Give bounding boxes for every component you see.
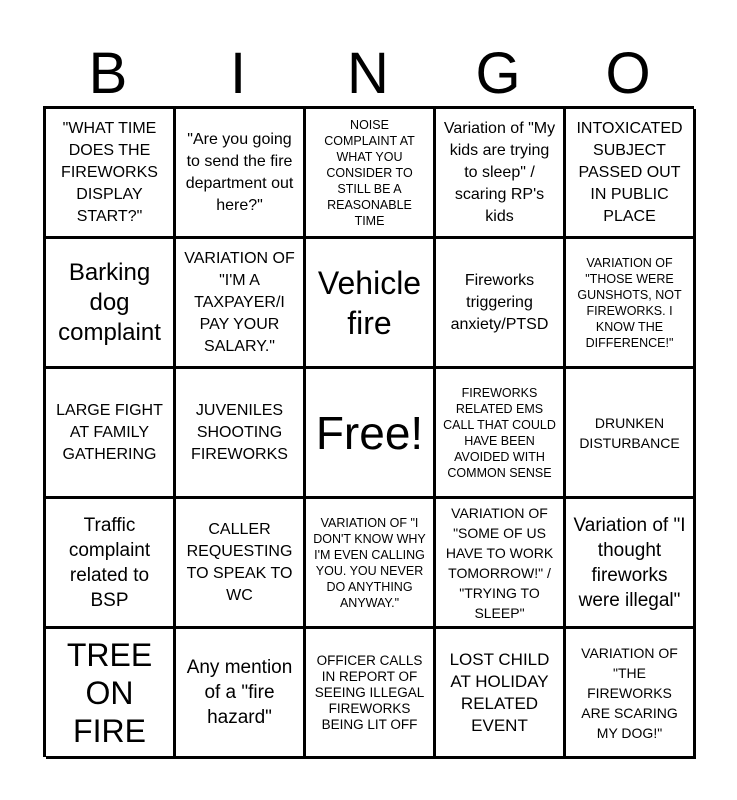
bingo-cell[interactable] (306, 629, 436, 759)
bingo-cell[interactable] (306, 239, 436, 369)
cell-text: Variation of "I thought fireworks were illegal" (573, 514, 686, 611)
bingo-cell[interactable] (436, 629, 566, 759)
bingo-cell[interactable] (566, 109, 696, 239)
cell-text: DRUNKEN DISTURBANCE (579, 414, 680, 451)
cell-text: "WHAT TIME DOES THE FIREWORKS DISPLAY START?" (61, 119, 158, 225)
cell-text: LARGE FIGHT AT FAMILY GATHERING (56, 401, 163, 463)
bingo-cell[interactable] (436, 369, 566, 499)
bingo-cell[interactable] (176, 239, 306, 369)
bingo-cell[interactable] (566, 629, 696, 759)
cell-text: CALLER REQUESTING TO SPEAK TO WC (186, 520, 293, 604)
bingo-cell[interactable] (176, 629, 306, 759)
cell-text: VARIATION OF "THE FIREWORKS ARE SCARING MY DOG!" (581, 644, 678, 741)
free-space-text: Free! (315, 406, 424, 459)
header-letter-i: I (229, 41, 247, 106)
bingo-cell[interactable] (566, 239, 696, 369)
cell-text: LOST CHILD AT HOLIDAY RELATED EVENT (449, 649, 550, 735)
bingo-cell[interactable] (176, 109, 306, 239)
header-letter-b: B (88, 41, 128, 106)
free-space[interactable] (306, 369, 436, 499)
bingo-cell[interactable] (176, 369, 306, 499)
bingo-cell[interactable] (46, 629, 176, 759)
bingo-cell[interactable] (566, 369, 696, 499)
cell-text: TREE ON FIRE (66, 636, 153, 749)
bingo-cell[interactable] (436, 239, 566, 369)
bingo-header (43, 40, 694, 108)
cell-text: VARIATION OF "I DON'T KNOW WHY I'M EVEN CALLING YOU. YOU NEVER DO ANYTHING ANYWAY." (313, 515, 426, 610)
cell-text: JUVENILES SHOOTING FIREWORKS (191, 401, 288, 463)
cell-text: Any mention of a "fire hazard" (186, 657, 293, 728)
bingo-cell[interactable] (46, 499, 176, 629)
cell-text: Traffic complaint related to BSP (68, 514, 151, 611)
header-letter-g: G (475, 41, 521, 106)
bingo-cell[interactable] (436, 109, 566, 239)
bingo-cell[interactable] (306, 109, 436, 239)
cell-text: VARIATION OF "I'M A TAXPAYER/I PAY YOUR SALARY." (184, 249, 295, 355)
bingo-cell[interactable] (436, 499, 566, 629)
bingo-cell[interactable] (566, 499, 696, 629)
cell-text: Barking dog complaint (58, 258, 161, 346)
bingo-cell[interactable] (46, 369, 176, 499)
header-letter-o: O (605, 41, 651, 106)
cell-text: "Are you going to send the fire department out here?" (185, 130, 294, 214)
bingo-cell[interactable] (46, 109, 176, 239)
cell-text: VARIATION OF "THOSE WERE GUNSHOTS, NOT FIREWORKS. I KNOW THE DIFFERENCE!" (577, 255, 682, 350)
cell-text: OFFICER CALLS IN REPORT OF SEEING ILLEGAL FIREWORKS BEING LIT OFF (314, 652, 425, 732)
cell-text: NOISE COMPLAINT AT WHAT YOU CONSIDER TO STILL BE A REASONABLE TIME (324, 117, 415, 228)
bingo-cell[interactable] (176, 499, 306, 629)
header-letter-n: N (347, 41, 389, 106)
bingo-board (43, 106, 694, 757)
bingo-cell[interactable] (306, 499, 436, 629)
cell-text: INTOXICATED SUBJECT PASSED OUT IN PUBLIC PLACE (576, 119, 683, 225)
bingo-cell[interactable] (46, 239, 176, 369)
cell-text: Vehicle fire (317, 264, 422, 341)
cell-text: FIREWORKS RELATED EMS CALL THAT COULD HAVE BEEN AVOIDED WITH COMMON SENSE (443, 385, 556, 480)
cell-text: VARIATION OF "SOME OF US HAVE TO WORK TOMORROW!" / "TRYING TO SLEEP" (445, 504, 554, 621)
cell-text: Fireworks triggering anxiety/PTSD (450, 271, 549, 333)
cell-text: Variation of "My kids are trying to sleep" / scaring RP's kids (443, 119, 556, 225)
